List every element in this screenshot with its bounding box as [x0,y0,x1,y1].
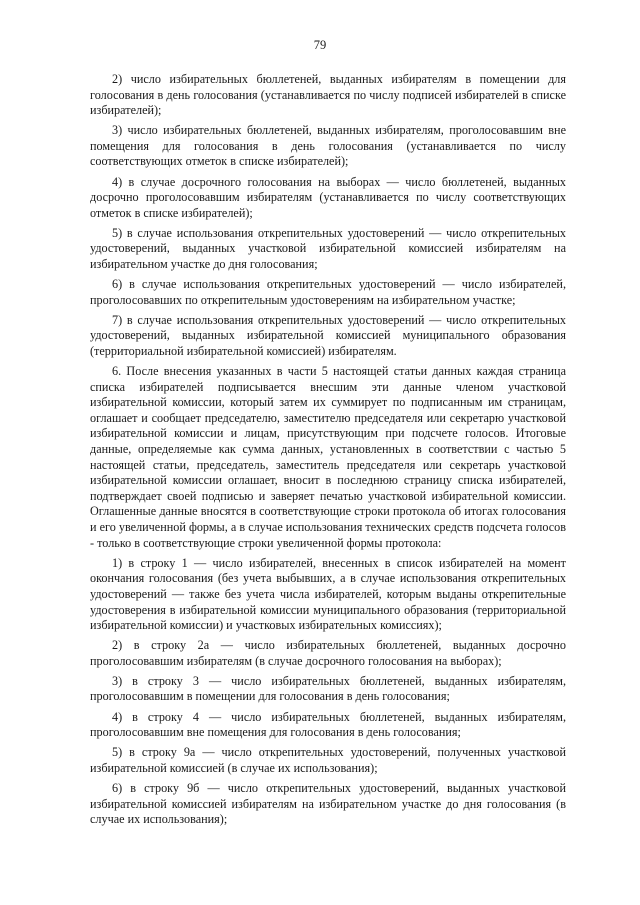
paragraph: 6. После внесения указанных в части 5 настоящей статьи данных каждая страница списка избирателей подписывается внесшим эти данные членом участковой избирательной комиссии, который затем их суммирует по подписанным им страницам, оглашает и сообщает председателю, заместителю председателя или секретарю участковой избирательной комиссии и лицам, присутствующим при подсчете голосов. Итоговые данные, определяемые как сумма данных, установленных в соответствии с частью 5 настоящей статьи, председатель, заместитель председателя или секретарь участковой избирательной комиссии оглашает, вносит в последнюю страницу списка избирателей, подтверждает своей подписью и заверяет печатью участковой избирательной комиссии. Оглашенные данные вносятся в соответствующие строки протокола об итогах голосования и его увеличенной формы, а в случае использования технических средств подсчета голосов - только в соответствующие строки увеличенной формы протокола: [90,364,566,550]
paragraph: 3) в строку 3 — число избирательных бюллетеней, выданных избирателям, проголосовавшим в помещении для голосования в день голосования; [90,673,566,704]
paragraph: 2) число избирательных бюллетеней, выданных избирателям в помещении для голосования в день голосования (устанавливается по числу подписей избирателей в списке избирателей); [90,72,566,118]
paragraph: 6) в случае использования открепительных удостоверений — число избирателей, проголосовавших по открепительным удостоверениям на избирательном участке; [90,277,566,307]
paragraph: 4) в строку 4 — число избирательных бюллетеней, выданных избирателям, проголосовавшим вне помещения для голосования в день голосования; [90,709,566,740]
paragraph: 4) в случае досрочного голосования на выборах — число бюллетеней, выданных досрочно проголосовавшим избирателям (устанавливается по числу соответствующих отметок в списке избирателей); [90,174,566,220]
paragraph: 5) в строку 9а — число открепительных удостоверений, полученных участковой избирательной комиссией (в случае их использования); [90,745,566,775]
paragraph: 6) в строку 9б — число открепительных удостоверений, выданных участковой избирательной комиссией избирателям на избирательном участке до дня голосования (в случае их использования); [90,780,566,827]
page-number: 79 [313,38,327,52]
body-text [90,72,566,832]
paragraph: 7) в случае использования открепительных удостоверений — число открепительных удостоверений, выданных избирательной комиссией муниципального образования (территориальной избирательной комиссией) избирателям. [90,312,566,358]
paragraph: 1) в строку 1 — число избирателей, внесенных в список избирателей на момент окончания голосования (без учета выбывших, а в случае использования открепительных удостоверений — также без учета числа избирателей, которым выданы открепительные удостоверения в избирательной комиссии муниципального образования (территориальной избирательной комиссии) и участковых избирательных комиссиях); [90,555,566,633]
paragraph: 2) в строку 2а — число избирательных бюллетеней, выданных досрочно проголосовавшим избирателям (в случае досрочного голосования на выборах); [90,638,566,668]
paragraph: 5) в случае использования открепительных удостоверений — число открепительных удостоверений, выданных участковой избирательной комиссией избирателям на избирательном участке до дня голосования; [90,225,566,272]
paragraph: 3) число избирательных бюллетеней, выданных избирателям, проголосовавшим вне помещения для голосования в день голосования (устанавливается по числу соответствующих отметок в списке избирателей); [90,123,566,169]
